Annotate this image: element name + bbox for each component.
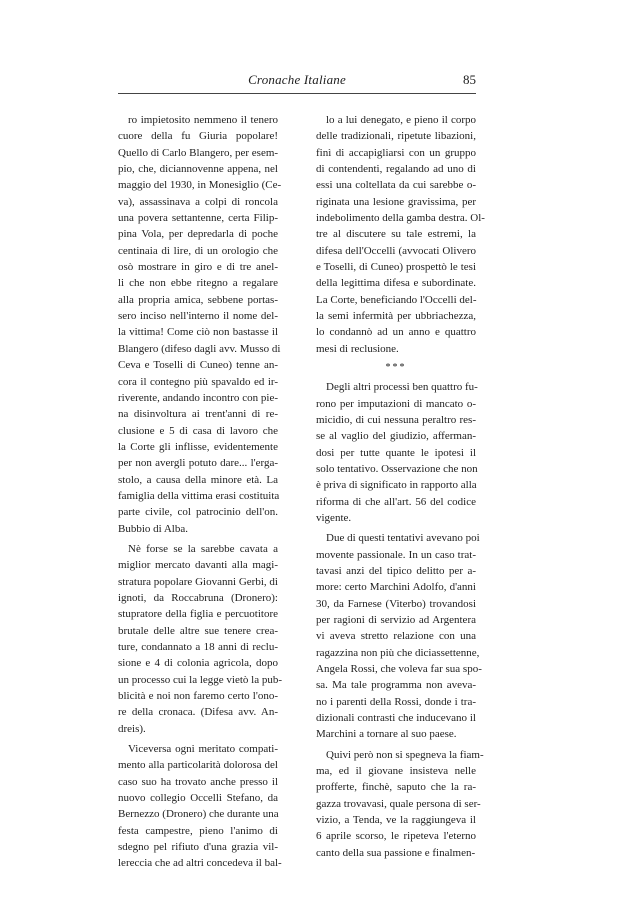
- text-line: e Toselli, di Cuneo) prospettò le tesi: [316, 261, 476, 274]
- text-line: mesi di reclusione.: [316, 342, 399, 355]
- text-line: na disinvoltura ai trent'anni di re-: [118, 408, 278, 421]
- text-line: Nè forse se la sarebbe cavata a: [128, 542, 278, 555]
- text-line: pina Vola, per depredarla di poche: [118, 228, 278, 241]
- right-column: [316, 112, 485, 861]
- text-line: stolo, a causa della minore età. La: [118, 473, 278, 486]
- text-line: Quivi però non si spegneva la fiam-: [326, 748, 484, 761]
- text-line: difesa dell'Occelli (avvocati Olivero: [316, 244, 476, 257]
- text-line: delle tradizionali, ripetute libazioni,: [316, 130, 476, 143]
- text-line: per non avergli potuto dare... l'erga-: [118, 457, 278, 470]
- text-line: se al vaglio del giudizio, afferman-: [316, 430, 476, 443]
- text-line: riginata una lesione gravissima, per: [316, 195, 476, 208]
- text-line: ragazzina non più che diciassettenne,: [316, 646, 480, 659]
- text-line: Marchini a tornare al suo paese.: [316, 728, 457, 741]
- text-line: 30, da Farnese (Viterbo) trovandosi: [316, 597, 476, 610]
- text-line: un processo cui la legge vietò la pub-: [118, 673, 283, 686]
- paragraph: [316, 747, 484, 861]
- text-line: dreis).: [118, 722, 146, 735]
- text-line: la semi infermità per ubbriachezza,: [316, 310, 476, 323]
- text-line: riforma di che all'art. 56 del codice: [316, 495, 476, 508]
- text-line: nuovo collegio Occelli Stefano, da: [118, 792, 278, 805]
- text-line: finì di accapigliarsi con un gruppo: [316, 146, 476, 159]
- running-head: [118, 72, 476, 92]
- text-line: la vittima! Come ciò non bastasse il: [118, 326, 278, 339]
- paragraph: [118, 112, 282, 537]
- text-line: dosi per tutte quante le ipotesi il: [316, 446, 476, 459]
- text-line: cuore della fu Giuria popolare!: [118, 130, 278, 143]
- text-line: stupratore della figlia e percuotitore: [118, 608, 278, 621]
- text-line: movente passionale. In un caso trat-: [316, 548, 476, 561]
- running-title: Cronache Italiane: [248, 72, 346, 87]
- paragraph: [316, 530, 482, 742]
- text-line: Bubbio di Alba.: [118, 522, 188, 535]
- text-line: sione e 4 di colonia agricola, dopo: [118, 657, 278, 670]
- text-line: Viceversa ogni meritato compati-: [128, 743, 278, 756]
- text-line: Bernezzo (Dronero) che durante una: [118, 808, 279, 821]
- text-line: è priva di significato in rapporto alla: [316, 479, 477, 492]
- text-line: no i parenti della Rossi, donde i tra-: [316, 695, 476, 708]
- text-line: alla propria amica, sebbene portas-: [118, 293, 278, 306]
- text-line: parte civile, col patrocinio dell'on.: [118, 506, 278, 519]
- text-line: per ragioni di servizio ad Argentera: [316, 613, 476, 626]
- text-line: Quello di Carlo Blangero, per esem-: [118, 146, 279, 159]
- paragraph: [118, 541, 283, 737]
- text-line: di contendenti, regalando ad uno di: [316, 163, 476, 176]
- text-line: clusione e 5 di casa di lavoro che: [118, 424, 278, 437]
- text-line: vigente.: [316, 511, 352, 524]
- text-line: sero inciso nell'interno il nome del-: [118, 310, 278, 323]
- text-line: Ceva e Toselli di Cuneo) tenne an-: [118, 359, 278, 372]
- text-line: li che non ebbe ritegno a regalare: [118, 277, 278, 290]
- page-number: 85: [463, 72, 476, 87]
- text-line: osò mostrare in giro e di tre anel-: [118, 261, 278, 274]
- paragraph: [316, 379, 476, 526]
- text-line: miglior mercato davanti alla magi-: [118, 559, 278, 572]
- text-line: mento alla particolarità dolorosa del: [118, 759, 278, 772]
- text-line: more: certo Marchini Adolfo, d'anni: [316, 581, 476, 594]
- text-line: blicità e noi non faremo certo l'ono-: [118, 690, 278, 703]
- text-line: solo tentativo. Osservazione che non: [316, 462, 478, 475]
- text-line: della legittima difesa e subordinate.: [316, 277, 476, 290]
- text-line: tavasi anzi del tipico delitto per a-: [316, 564, 476, 577]
- text-line: lo a lui denegato, e pieno il corpo: [326, 114, 476, 126]
- text-line: Due di questi tentativi avevano poi: [326, 532, 480, 545]
- text-line: festa campestre, pieno l'animo di: [118, 824, 278, 837]
- text-line: La Corte, beneficiando l'Occelli del-: [316, 293, 477, 306]
- text-line: centinaia di lire, di un orologio che: [118, 244, 278, 257]
- text-line: rono per imputazioni di mancato o-: [316, 397, 476, 410]
- text-line: caso suo ha trovato anche presso il: [118, 775, 278, 788]
- text-line: indebolimento della gamba destra. Ol-: [316, 212, 485, 225]
- text-line: sa. Ma tale programma non aveva-: [316, 679, 476, 692]
- text-line: essi una coltellata da cui sarebbe o-: [316, 179, 476, 192]
- paragraph: [118, 741, 282, 872]
- text-line: riverente, andando incontro con pie-: [118, 391, 278, 404]
- paragraph: [316, 112, 485, 357]
- text-line: ture, condannato a 18 anni di reclu-: [118, 641, 278, 653]
- text-line: la Corte gli inflisse, evidentemente: [118, 440, 278, 453]
- text-line: pio, che, diciannovenne appena, nel: [118, 163, 278, 176]
- text-line: lo condannò ad un anno e quattro: [316, 326, 476, 339]
- text-line: re della cronaca. (Difesa avv. An-: [118, 706, 278, 719]
- text-line: canto della sua passione e finalmen-: [316, 846, 476, 859]
- text-line: Angela Rossi, che voleva far sua spo-: [316, 663, 482, 675]
- text-line: ro impietosito nemmeno il tenero: [128, 114, 278, 126]
- text-line: micidio, di cui nessuna peraltro res-: [316, 413, 476, 426]
- text-line: ma, ed il giovane insisteva nelle: [316, 765, 476, 778]
- text-line: va), assassinava a colpi di roncola: [118, 195, 278, 208]
- text-line: una povera settantenne, certa Filip-: [118, 212, 278, 225]
- text-line: Blangero (difeso dagli avv. Musso di: [118, 342, 281, 355]
- text-line: cora il contegno più spavaldo ed ir-: [118, 375, 278, 388]
- text-line: stratura popolare Giovanni Gerbi, di: [118, 575, 278, 588]
- text-line: 6 aprile scorso, le ripeteva l'eterno: [316, 830, 476, 843]
- text-line: ignoti, da Roccabruna (Dronero):: [118, 591, 278, 604]
- left-column: [118, 112, 283, 872]
- text-line: famiglia della vittima erasi costituita: [118, 489, 280, 502]
- text-line: brutale delle altre sue tenere crea-: [118, 624, 278, 637]
- text-line: dizionali contrasti che inducevano il: [316, 712, 476, 725]
- text-line: vi aveva stretto relazione con una: [316, 630, 476, 643]
- header-rule: [118, 93, 476, 94]
- text-line: profferte, finchè, saputo che la ra-: [316, 781, 476, 794]
- text-line: gazza trovavasi, quale persona di ser-: [316, 797, 481, 810]
- text-line: Degli altri processi ben quattro fu-: [326, 381, 478, 394]
- text-line: maggio del 1930, in Monesiglio (Ce-: [118, 179, 282, 192]
- text-line: tre al discutere su tale estremi, la: [316, 228, 476, 241]
- section-separator: ***: [385, 362, 407, 374]
- text-line: sdegno pel rifiuto d'una grazia vil-: [118, 841, 278, 854]
- text-line: lereccia che ad altri concedeva il bal-: [118, 857, 282, 870]
- text-line: vizio, a Tenda, ve la raggiungeva il: [316, 814, 476, 827]
